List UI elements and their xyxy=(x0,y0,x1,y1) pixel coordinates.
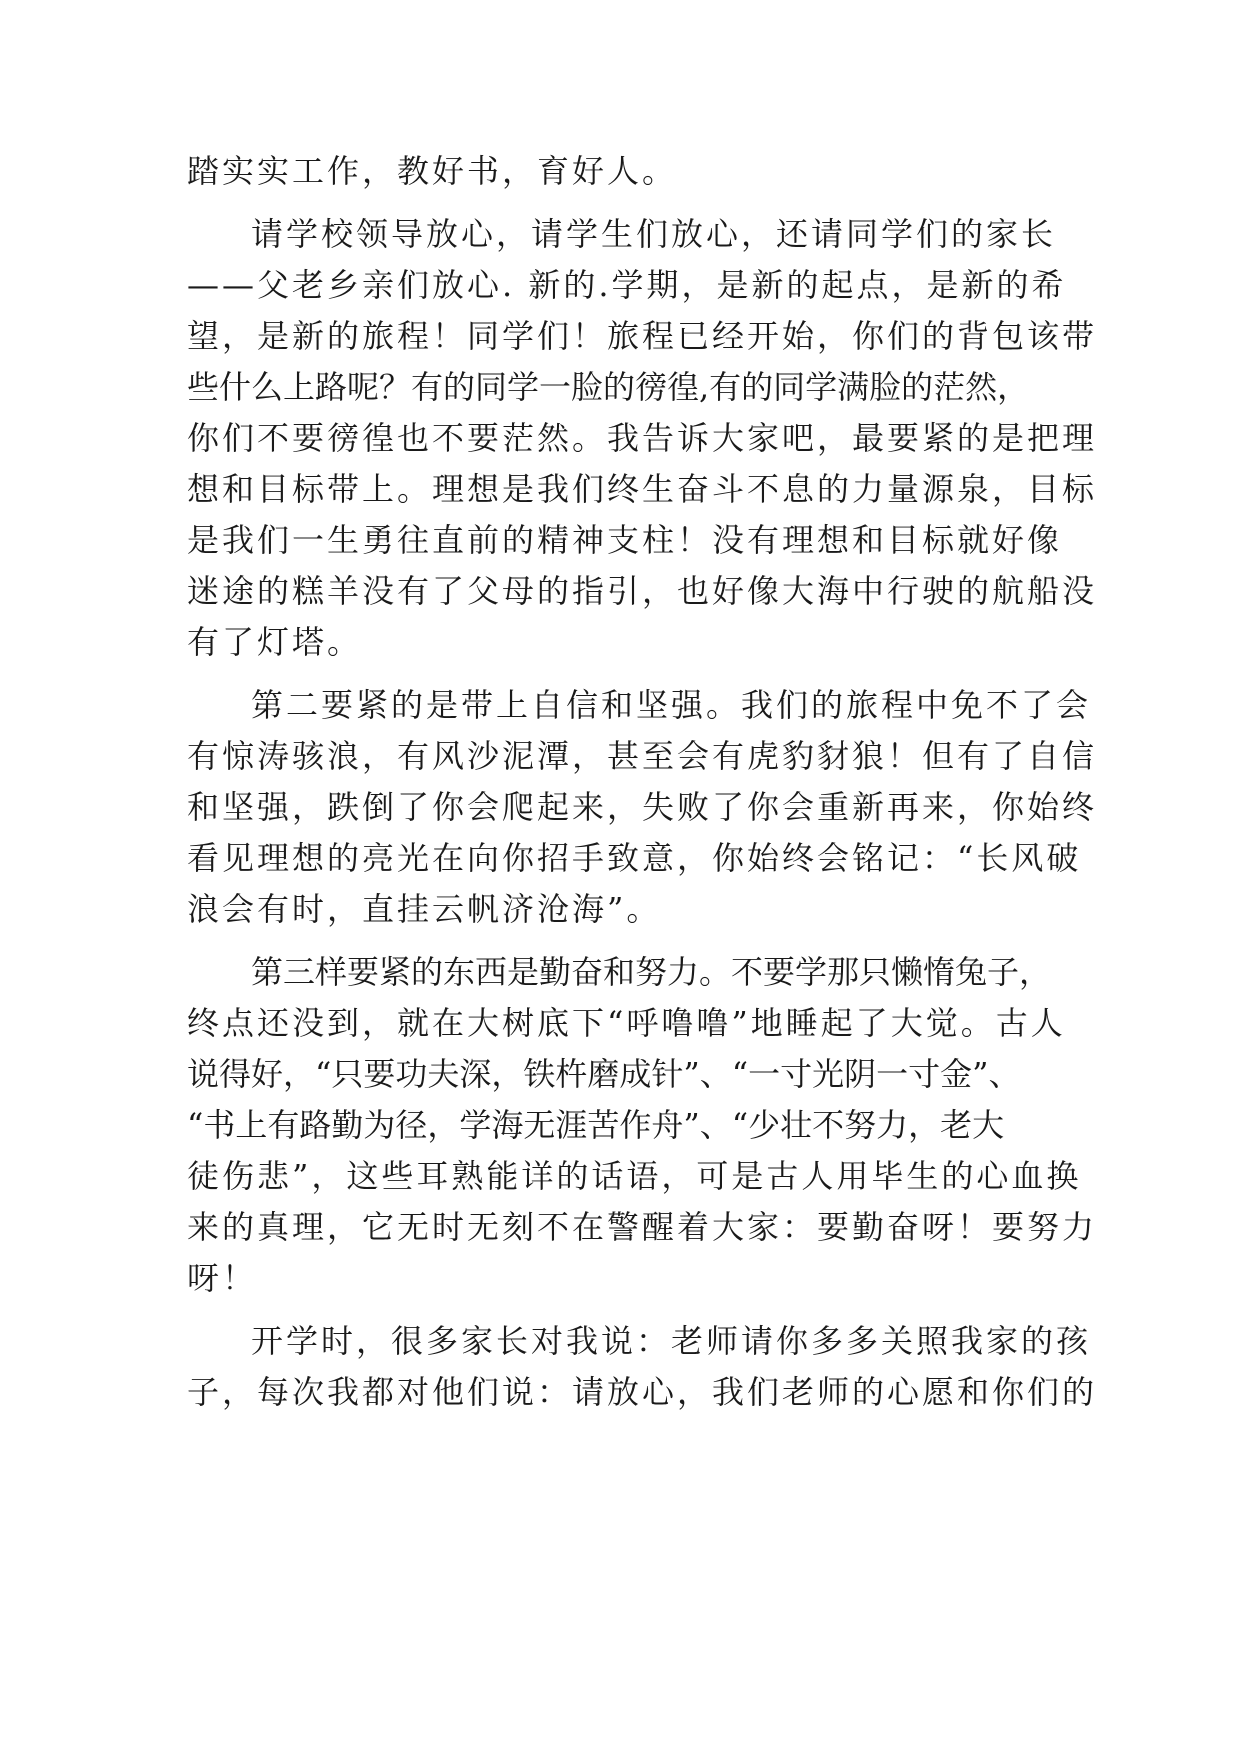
text-line: “书上有路勤为径，学海无涯苦作舟”、“少壮不努力，老大 xyxy=(187,1106,1005,1144)
paragraph-gap xyxy=(187,1304,1057,1316)
text-line: ——父老乡亲们放心. 新的.学期，是新的起点，是新的希 xyxy=(187,266,1067,304)
text-line: 想和目标带上。理想是我们终生奋斗不息的力量源泉，目标 xyxy=(187,470,1098,508)
text-line: 来的真理，它无时无刻不在警醒着大家：要勤奋呀！要努力 xyxy=(187,1208,1098,1246)
text-line: 说得好，“只要功夫深，铁杵磨成针”、“一寸光阴一寸金”、 xyxy=(187,1055,1021,1093)
text-line: 看见理想的亮光在向你招手致意，你始终会铭记：“长风破 xyxy=(187,839,1082,877)
text-line: 浪会有时，直挂云帆济沧海”。 xyxy=(187,890,662,928)
text-line: 子，每次我都对他们说：请放心，我们老师的心愿和你们的 xyxy=(187,1373,1098,1411)
paragraph-gap xyxy=(187,935,1057,947)
text-line: 踏实实工作，教好书，育好人。 xyxy=(187,152,678,190)
text-line: 第三样要紧的东西是勤奋和努力。不要学那只懒惰兔子， xyxy=(251,953,1052,991)
text-line: 有惊涛骇浪，有风沙泥潭，甚至会有虎豹豺狼！但有了自信 xyxy=(187,737,1098,775)
text-line: 徒伤悲”，这些耳熟能详的话语，可是古人用毕生的心血换 xyxy=(187,1157,1082,1195)
paragraph-gap xyxy=(187,668,1057,680)
text-line: 迷途的糕羊没有了父母的指引，也好像大海中行驶的航船没 xyxy=(187,572,1098,610)
text-line: 呀！ xyxy=(187,1259,258,1297)
text-line: 是我们一生勇往直前的精神支柱！没有理想和目标就好像 xyxy=(187,521,1063,559)
paragraph-gap xyxy=(187,197,1057,209)
text-line: 些什么上路呢？有的同学一脸的徬徨,有的同学满脸的茫然， xyxy=(187,368,1030,406)
text-line: 终点还没到，就在大树底下“呼噜噜”地睡起了大觉。古人 xyxy=(187,1004,1066,1042)
text-line: 和坚强，跌倒了你会爬起来，失败了你会重新再来，你始终 xyxy=(187,788,1098,826)
document-body xyxy=(187,146,1098,1418)
text-line: 请学校领导放心，请学生们放心，还请同学们的家长 xyxy=(251,215,1057,253)
text-line: 第二要紧的是带上自信和坚强。我们的旅程中免不了会 xyxy=(251,686,1092,724)
text-line: 开学时，很多家长对我说：老师请你多多关照我家的孩 xyxy=(251,1322,1092,1360)
text-line: 有了灯塔。 xyxy=(187,623,363,661)
text-line: 望，是新的旅程！同学们！旅程已经开始，你们的背包该带 xyxy=(187,317,1098,355)
text-line: 你们不要徬徨也不要茫然。我告诉大家吧，最要紧的是把理 xyxy=(187,419,1098,457)
